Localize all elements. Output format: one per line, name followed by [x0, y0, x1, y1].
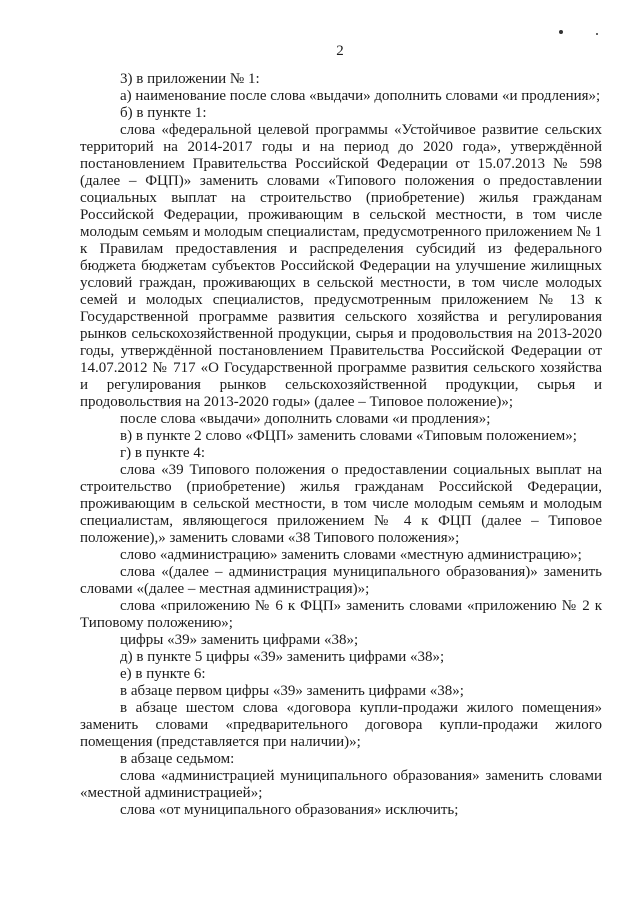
paragraph: слова «39 Типового положения о предоставлении социальных выплат на строительство (приобретение) жилья гражданам Российской Федерации, проживающим в сельской местности, в том числе молодым семьям и молодым специалистам, являющегося приложением № 4 к ФЦП (далее – Типовое положение),» заменить словами «38 Типового положения»; [80, 462, 602, 546]
paragraph: после слова «выдачи» дополнить словами «и продления»; [120, 411, 491, 427]
paragraph: 3) в приложении № 1: [120, 71, 260, 87]
paragraph: слова «(далее – администрация муниципального образования)» заменить словами «(далее – местная администрация)»; [80, 564, 602, 597]
paragraph: а) наименование после слова «выдачи» дополнить словами «и продления»; [120, 88, 601, 104]
paragraph: слова «администрацией муниципального образования» заменить словами «местной администрацией»; [80, 768, 602, 801]
paragraph: в абзаце седьмом: [120, 751, 235, 767]
scan-speck [559, 30, 563, 34]
paragraph: в абзаце шестом слова «договора купли-продажи жилого помещения» заменить словами «предварительного договора купли-продажи жилого помещения (представляется при наличии)»; [80, 700, 602, 750]
page-number: 2 [336, 43, 344, 59]
paragraph: слова «федеральной целевой программы «Устойчивое развитие сельских территорий на 2014-2017 годы и на период до 2020 года», утверждённой постановлением Правительства Российской Федерации от 15.07.2013 № 598 (далее – ФЦП)» заменить словами «Типового положения о предоставлении социальных выплат на строительство (приобретение) жилья гражданам Российской Федерации, проживающим в сельской местности, в том числе молодым семьям и молодым специалистам, предусмотренного приложением № 1 к Правилам предоставления и распределения субсидий из федерального бюджета бюджетам субъектов Российской Федерации на улучшение жилищных условий граждан, проживающих в сельской местности, в том числе молодых семей и молодых специалистов, предусмотренным приложением № 13 к Государственной программе развития сельского хозяйства и регулирования рынков сельскохозяйственной продукции, сырья и продовольствия на 2013-2020 годы, утверждённой постановлением Правительства Российской Федерации от 14.07.2012 № 717 «О Государственной программе развития сельского хозяйства и регулирования рынков сельскохозяйственной продукции, сырья и продовольствия на 2013-2020 годы» (далее – Типовое положение)»; [80, 122, 602, 410]
paragraph: слова «приложению № 6 к ФЦП» заменить словами «приложению № 2 к Типовому положению»; [80, 598, 602, 631]
paragraph: е) в пункте 6: [120, 666, 206, 682]
scan-speck [596, 33, 598, 35]
paragraph: в) в пункте 2 слово «ФЦП» заменить словами «Типовым положением»; [120, 428, 577, 444]
paragraph: цифры «39» заменить цифрами «38»; [120, 632, 359, 648]
paragraph: слово «администрацию» заменить словами «местную администрацию»; [120, 547, 582, 563]
paragraph: в абзаце первом цифры «39» заменить цифрами «38»; [120, 683, 464, 699]
document-body [80, 71, 602, 819]
paragraph: г) в пункте 4: [120, 445, 206, 461]
paragraph: б) в пункте 1: [120, 105, 207, 121]
paragraph: слова «от муниципального образования» исключить; [120, 802, 459, 818]
paragraph: д) в пункте 5 цифры «39» заменить цифрами «38»; [120, 649, 445, 665]
